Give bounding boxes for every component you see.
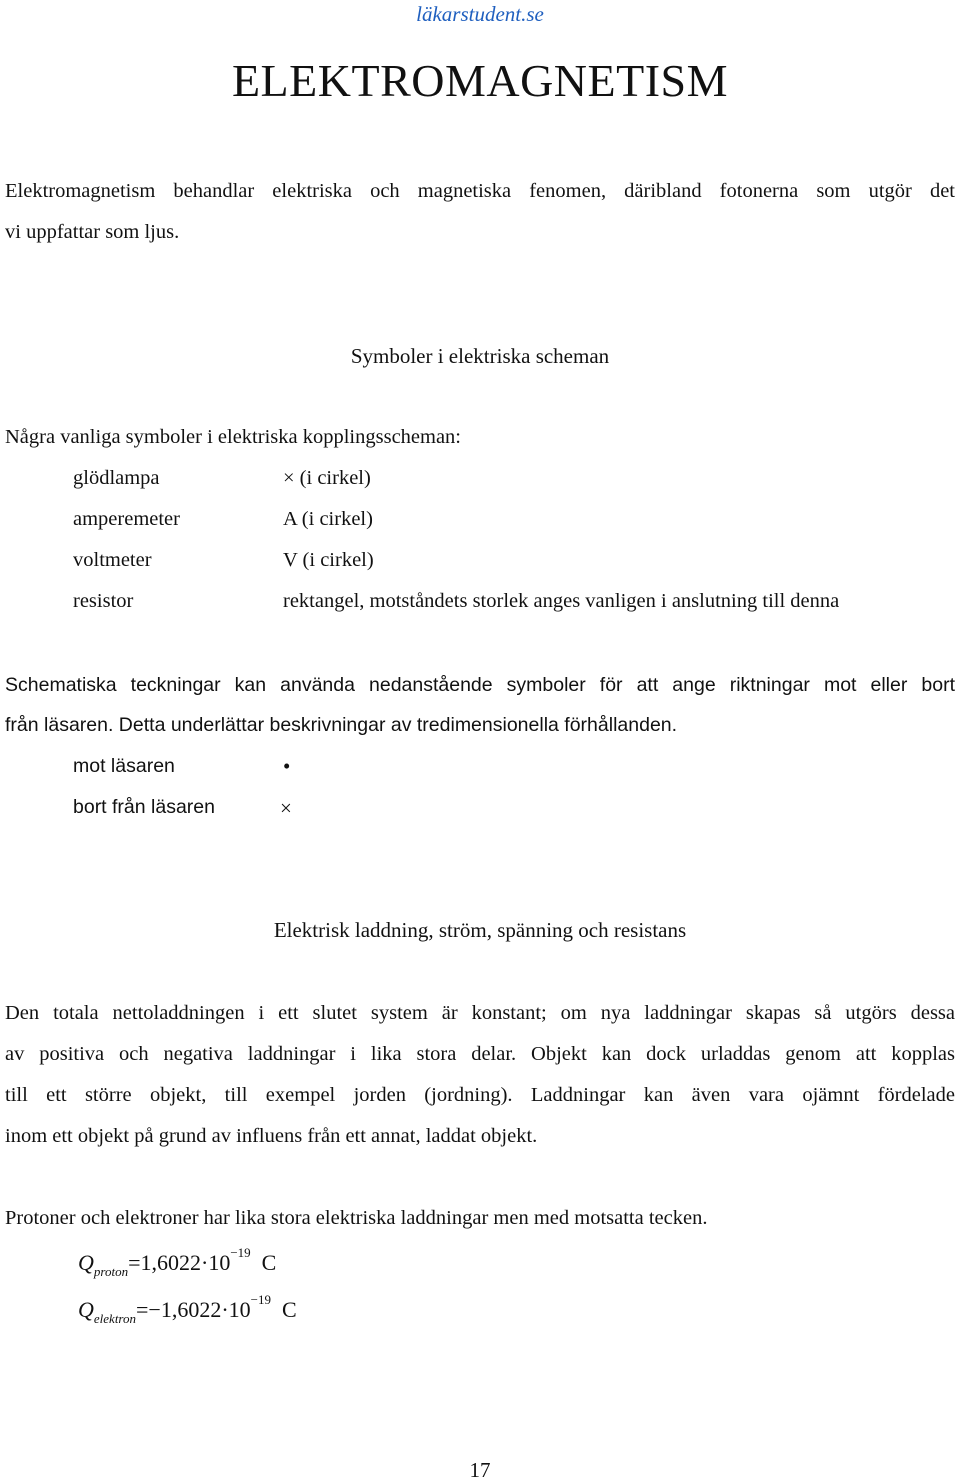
charge-line-1-text: Den totala nettoladdningen i ett slutet system är konstant; om nya laddningar skapas så utgörs dessa [5, 1002, 955, 1024]
equation-electron [78, 1292, 297, 1326]
eq-proton-unit: C [261, 1250, 277, 1275]
symbol-desc-ammeter: A (i cirkel) [283, 508, 373, 530]
protons-sentence: Protoner och elektroner har lika stora elektriska laddningar men med motsatta tecken. [5, 1207, 708, 1229]
eq-proton-symbol: Q [78, 1250, 94, 1275]
symbols-heading: Symboler i elektriska scheman [350, 344, 610, 368]
page-title: ELEKTROMAGNETISM [231, 55, 729, 106]
symbol-name-resistor: resistor [73, 590, 134, 612]
symbol-name-ammeter: amperemeter [73, 508, 180, 530]
page-number: 17 [469, 1458, 491, 1482]
eq-proton-value: =1,6022·10 [128, 1250, 231, 1275]
eq-proton-exponent: −19 [230, 1245, 251, 1260]
symbol-desc-resistor: rektangel, motståndets storlek anges vanligen i anslutning till denna [283, 590, 840, 612]
intro-paragraph [5, 180, 955, 203]
intro-line-2: vi uppfattar som ljus. [5, 221, 180, 243]
eq-electron-unit: C [282, 1297, 297, 1322]
charge-line-2-text: av positiva och negativa laddningar i lika stora delar. Objekt kan dock urladdas genom att kopplas [5, 1043, 955, 1065]
direction-name-away: bort från läsaren [73, 796, 215, 818]
intro-line-1: Elektromagnetism behandlar elektriska och magnetiska fenomen, däribland fotonerna som utgör det [5, 180, 955, 202]
direction-symbol-dot: • [283, 754, 291, 778]
charge-paragraph-line-3 [5, 1084, 955, 1107]
charge-paragraph-line-1 [5, 1002, 955, 1025]
eq-electron-subscript: elektron [93, 1311, 137, 1326]
eq-proton-subscript: proton [93, 1264, 129, 1279]
symbols-lead: Några vanliga symboler i elektriska kopplingsscheman: [5, 426, 462, 448]
site-watermark: läkarstudent.se [416, 2, 544, 26]
eq-electron-exponent: −19 [250, 1292, 271, 1307]
symbol-name-voltmeter: voltmeter [73, 549, 152, 571]
charge-paragraph-line-2 [5, 1043, 955, 1066]
symbol-name-lamp: glödlampa [73, 467, 160, 489]
directions-line-2: från läsaren. Detta underlättar beskrivningar av tredimensionella förhållanden. [5, 714, 678, 736]
directions-line-1: Schematiska teckningar kan använda nedanstående symboler för att ange riktningar mot eller bort [5, 674, 955, 696]
equation-proton [78, 1245, 277, 1279]
directions-paragraph [5, 674, 955, 697]
symbol-desc-voltmeter: V (i cirkel) [283, 549, 374, 571]
eq-electron-value: =−1,6022·10 [136, 1297, 251, 1322]
charge-line-3-text: till ett större objekt, till exempel jorden (jordning). Laddningar kan även vara ojämnt fördelade [5, 1084, 955, 1106]
direction-name-toward: mot läsaren [73, 755, 175, 777]
charge-paragraph-line-4: inom ett objekt på grund av influens från ett annat, laddat objekt. [5, 1125, 538, 1147]
charge-heading: Elektrisk laddning, ström, spänning och resistans [273, 918, 687, 942]
eq-electron-symbol: Q [78, 1297, 94, 1322]
symbol-desc-lamp: × (i cirkel) [283, 467, 371, 489]
direction-symbol-cross: × [280, 796, 292, 820]
